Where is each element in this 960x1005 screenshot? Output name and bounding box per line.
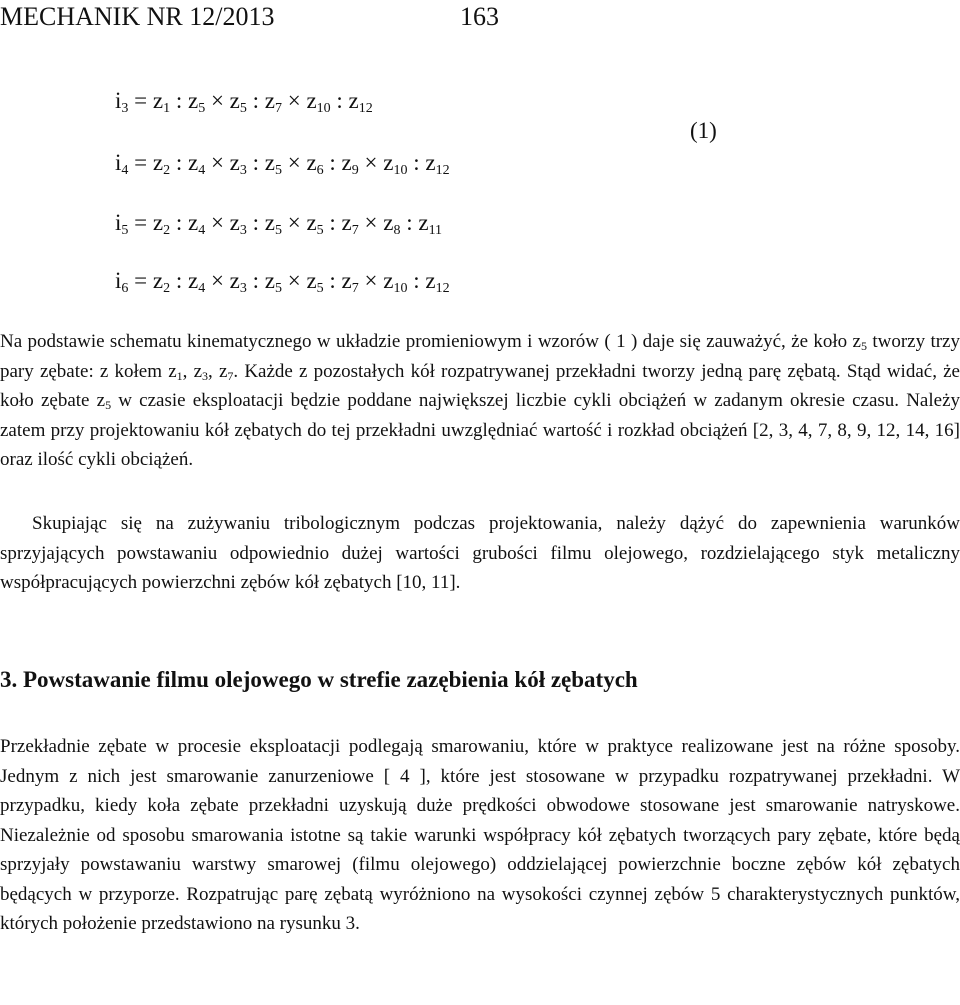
- subscript: 3: [239, 281, 247, 296]
- text-run: × z: [205, 150, 240, 175]
- equation-number: (1): [690, 118, 717, 143]
- subscript: 6: [121, 281, 129, 296]
- subscript: 7: [351, 223, 359, 238]
- text-run: , z: [182, 360, 203, 382]
- text-run: i: [115, 210, 122, 235]
- text-run: × z: [358, 268, 394, 293]
- equation-i5: [115, 210, 442, 239]
- text-run: : z: [407, 268, 436, 293]
- section-heading: 3. Powstawanie filmu olejowego w strefie zazębienia kół zębatych: [0, 667, 638, 692]
- paragraph-gear-pairs: [0, 327, 960, 475]
- text-run: i: [115, 268, 122, 293]
- subscript: 2: [163, 163, 171, 178]
- subscript: 11: [428, 223, 443, 238]
- subscript: 12: [435, 163, 450, 178]
- subscript: 5: [316, 223, 324, 238]
- text-run: : z: [407, 150, 436, 175]
- text-run: : z: [246, 268, 275, 293]
- subscript: 10: [316, 101, 331, 116]
- text-run: × z: [205, 210, 240, 235]
- subscript: 3: [239, 223, 247, 238]
- subscript: 3: [121, 101, 129, 116]
- text-run: w czasie eksploatacji będzie poddane największej liczbie cykli obciążeń w zadanym okresie czasu. Należy zatem przy projektowaniu kół zębatych do tej przekładni uwzględniać wartość i rozkład obciążeń [2, 3, 4, 7, 8, 9, 12, 14, 16] oraz ilość cykli obciążeń.: [0, 390, 960, 470]
- text-run: × z: [358, 210, 394, 235]
- subscript: 2: [163, 223, 171, 238]
- text-run: : z: [400, 210, 429, 235]
- subscript: 10: [393, 163, 408, 178]
- subscript: 5: [316, 281, 324, 296]
- equation-i4: [115, 150, 450, 179]
- journal-title: MECHANIK NR 12/2013: [0, 2, 275, 31]
- subscript: 4: [198, 163, 206, 178]
- text-run: : z: [246, 88, 275, 113]
- text-run: × z: [281, 150, 317, 175]
- text-run: : z: [323, 150, 352, 175]
- subscript: 5: [274, 223, 282, 238]
- subscript: 3: [239, 163, 247, 178]
- text-run: = z: [128, 150, 164, 175]
- text-run: : z: [246, 210, 275, 235]
- text-run: : z: [170, 150, 199, 175]
- subscript: 12: [358, 101, 373, 116]
- subscript: 7: [274, 101, 282, 116]
- subscript: 8: [393, 223, 401, 238]
- subscript: 1: [163, 101, 171, 116]
- paragraph-text: Skupiając się na zużywaniu tribologicznym podczas projektowania, należy dążyć do zapewnienia warunków sprzyjających powstawaniu odpowiednio dużej wartości grubości filmu olejowego, rozdzielającego styk metaliczny współpracujących powierzchni zębów kół zębatych [10, 11].: [0, 513, 960, 593]
- text-run: : z: [246, 150, 275, 175]
- text-run: Na podstawie schematu kinematycznego w układzie promieniowym i wzorów ( 1 ) daje się zauważyć, że koło z: [0, 331, 861, 352]
- text-run: : z: [323, 210, 352, 235]
- text-run: = z: [128, 88, 164, 113]
- subscript: 6: [316, 163, 324, 178]
- paragraph-lubrication: Przekładnie zębate w procesie eksploatacji podlegają smarowaniu, które w praktyce realizowane jest na różne sposoby. Jednym z nich jest smarowanie zanurzeniowe [ 4 ], które jest stosowane w przypadku rozpatrywanej przekładni. W przypadku, kiedy koła zębate przekładni uzyskują duże prędkości obwodowe stosowane jest smarowanie natryskowe. Niezależnie od sposobu smarowania istotne są takie warunki współpracy kół zębatych tworzących pary zębate, które będą sprzyjały powstawaniu warstwy smarowej (filmu olejowego) oddzielającej powierzchnie boczne zębów kół zębatych będących w przyporze. Rozpatrując parę zębatą wyróżniono na wysokości czynnej zębów 5 charakterystycznych punktów, których położenie przedstawiono na rysunku 3.: [0, 736, 960, 934]
- text-run: : z: [330, 88, 359, 113]
- subscript: 5: [860, 339, 867, 353]
- subscript: 3: [202, 368, 209, 383]
- subscript: 7: [351, 281, 359, 296]
- subscript: 10: [393, 281, 408, 296]
- text-run: × z: [205, 268, 240, 293]
- subscript: 5: [105, 398, 112, 412]
- text-run: × z: [358, 150, 394, 175]
- subscript: 5: [239, 101, 247, 116]
- equation-i6: [115, 268, 450, 297]
- page-number: 163: [460, 2, 499, 31]
- subscript: 4: [121, 163, 129, 178]
- text-run: tworzy trzy pary zębate: z kołem z: [0, 331, 960, 382]
- text-run: i: [115, 88, 122, 113]
- running-head: [0, 2, 499, 32]
- subscript: 9: [351, 163, 359, 178]
- text-run: : z: [323, 268, 352, 293]
- text-run: = z: [128, 210, 164, 235]
- text-run: : z: [170, 88, 199, 113]
- subscript: 1: [176, 368, 183, 383]
- subscript: 4: [198, 223, 206, 238]
- text-run: : z: [170, 210, 199, 235]
- subscript: 5: [274, 281, 282, 296]
- text-run: : z: [170, 268, 199, 293]
- text-run: × z: [281, 88, 317, 113]
- text-run: . Każde z pozostałych kół rozpatrywanej przekładni tworzy jedną parę zębatą. Stąd widać, że koło zębate z: [0, 360, 960, 411]
- subscript: 5: [274, 163, 282, 178]
- text-run: , z: [208, 360, 228, 382]
- text-run: × z: [281, 268, 317, 293]
- text-run: × z: [205, 88, 240, 113]
- text-run: i: [115, 150, 122, 175]
- subscript: 7: [227, 368, 234, 383]
- subscript: 2: [163, 281, 171, 296]
- subscript: 5: [121, 223, 129, 238]
- paragraph-tribological-wear: [0, 509, 960, 598]
- subscript: 5: [198, 101, 206, 116]
- subscript: 12: [435, 281, 450, 296]
- equation-i3: [115, 88, 373, 117]
- text-run: = z: [128, 268, 164, 293]
- subscript: 4: [198, 281, 206, 296]
- text-run: × z: [281, 210, 317, 235]
